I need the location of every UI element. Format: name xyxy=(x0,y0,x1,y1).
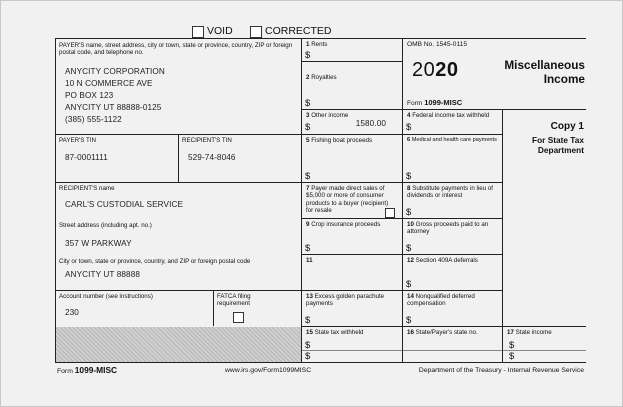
box7-checkbox[interactable] xyxy=(385,208,395,218)
box9-label: 9 Crop insurance proceeds xyxy=(306,221,381,228)
fatca-label: FATCA filing requirement xyxy=(217,293,251,308)
account-value: 230 xyxy=(65,308,79,317)
omb-number: OMB No. 1545-0115 xyxy=(407,41,467,48)
box4-dollar: $ xyxy=(406,122,412,133)
void-label: VOID xyxy=(207,25,233,37)
street-label: Street address (including apt. no.) xyxy=(59,222,152,229)
box9-dollar: $ xyxy=(305,243,311,254)
box15-dollar-2: $ xyxy=(305,351,311,362)
footer-form-name: Form 1099-MISC xyxy=(57,365,118,375)
form-title: Miscellaneous Income xyxy=(504,58,585,86)
footer-url: www.irs.gov/Form1099MISC xyxy=(225,367,312,374)
city-label: City or town, state or province, country, and ZIP or foreign postal code xyxy=(59,258,251,265)
account-label: Account number (see instructions) xyxy=(59,293,153,300)
copy-title: Copy 1 xyxy=(550,121,584,132)
box12-label: 12 Section 409A deferrals xyxy=(407,257,478,264)
box4-label: 4 Federal income tax withheld xyxy=(407,112,490,119)
fatca-checkbox[interactable] xyxy=(233,312,244,323)
box5-dollar: $ xyxy=(305,171,311,182)
box3-dollar: $ xyxy=(305,122,311,133)
payer-tin-value: 87-0001111 xyxy=(65,153,108,162)
payer-line-3: PO BOX 123 xyxy=(65,91,114,100)
box14-dollar: $ xyxy=(406,315,412,326)
corrected-checkbox[interactable] xyxy=(250,26,262,38)
box10-label: 10 Gross proceeds paid to an attorney xyxy=(407,221,489,236)
box17-label: 17 State income xyxy=(507,329,552,336)
box6-dollar: $ xyxy=(406,171,412,182)
box3-label: 3 Other income xyxy=(306,112,349,119)
box10-dollar: $ xyxy=(406,243,412,254)
corrected-label: CORRECTED xyxy=(265,25,332,37)
payer-tin-label: PAYER'S TIN xyxy=(59,137,96,144)
box15-dollar-1: $ xyxy=(305,340,311,351)
payer-line-2: 10 N COMMERCE AVE xyxy=(65,79,153,88)
copy-subtitle: For State Tax Department xyxy=(532,135,584,155)
omb-form-name: Form 1099-MISC xyxy=(407,98,463,107)
box14-label: 14 Nonqualified deferred compensation xyxy=(407,293,475,308)
box11-label: 11 xyxy=(306,257,313,264)
void-checkbox[interactable] xyxy=(192,26,204,38)
street-value: 357 W PARKWAY xyxy=(65,239,132,248)
shaded-area xyxy=(56,327,301,362)
box8-dollar: $ xyxy=(406,207,412,218)
box7-label: 7 Payer made direct sales of $5,000 or more of consumer products to a buyer (recipient) for resale xyxy=(306,185,389,215)
box12-dollar: $ xyxy=(406,279,412,290)
recipient-tin-label: RECIPIENT'S TIN xyxy=(182,137,232,144)
box16-label: 16 State/Payer's state no. xyxy=(407,329,478,336)
box13-label: 13 Excess golden parachute payments xyxy=(306,293,385,308)
footer-dept: Department of the Treasury - Internal Revenue Service xyxy=(418,367,584,374)
box1-label: 1 Rents xyxy=(306,41,328,48)
box17-dollar-2: $ xyxy=(509,351,515,362)
box17-dollar-1: $ xyxy=(509,340,515,351)
box15-label: 15 State tax withheld xyxy=(306,329,364,336)
box2-label: 2 Royalties xyxy=(306,74,337,81)
recipient-tin-value: 529-74-8046 xyxy=(188,153,236,162)
box13-dollar: $ xyxy=(305,315,311,326)
box3-value: 1580.00 xyxy=(355,119,386,128)
payer-line-1: ANYCITY CORPORATION xyxy=(65,67,165,76)
recipient-name: CARL'S CUSTODIAL SERVICE xyxy=(65,200,184,209)
box6-label: 6 Medical and health care payments xyxy=(407,137,497,143)
box5-label: 5 Fishing boat proceeds xyxy=(306,137,373,144)
box8-label: 8 Substitute payments in lieu of dividends or interest xyxy=(407,185,494,200)
box2-dollar: $ xyxy=(305,98,311,109)
box1-dollar: $ xyxy=(305,50,311,61)
city-value: ANYCITY UT 88888 xyxy=(65,270,141,279)
payer-label: PAYER'S name, street address, city or town, state or province, country, ZIP or foreign postal code, and telephone no. xyxy=(59,42,293,57)
recipient-name-label: RECIPIENT'S name xyxy=(59,185,115,192)
payer-line-4: ANYCITY UT 88888-0125 xyxy=(65,103,162,112)
tax-year: 2020 xyxy=(412,59,459,81)
payer-line-5: (385) 555-1122 xyxy=(65,115,122,124)
